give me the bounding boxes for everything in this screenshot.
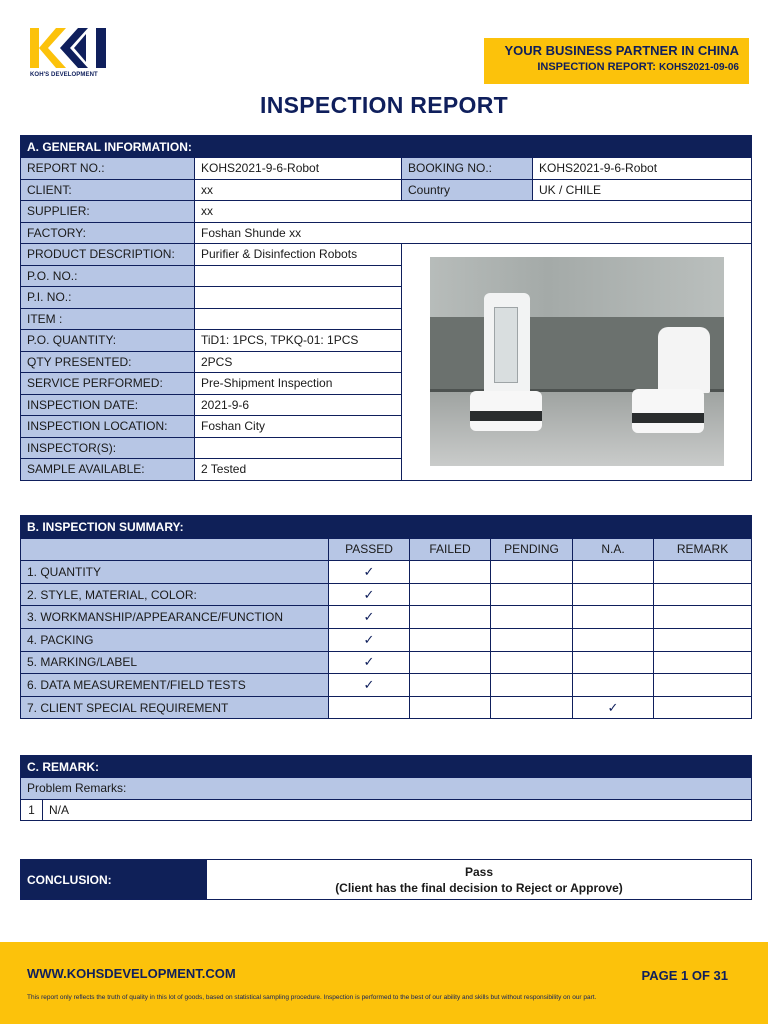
col-failed: FAILED: [410, 538, 491, 561]
sample-value: 2 Tested: [195, 459, 402, 481]
na-check: [573, 606, 654, 629]
po-no-label: P.O. NO.:: [21, 265, 195, 287]
summary-row-label: 1. QUANTITY: [21, 561, 329, 584]
report-no-value: KOHS2021-9-6-Robot: [195, 158, 402, 180]
conclusion-table: [20, 859, 752, 900]
remark-heading: C. REMARK:: [21, 756, 752, 778]
client-label: CLIENT:: [21, 179, 195, 201]
report-code-label: INSPECTION REPORT:: [537, 61, 656, 73]
summary-row-label: 6. DATA MEASUREMENT/FIELD TESTS: [21, 674, 329, 697]
failed-check: [410, 696, 491, 719]
supplier-label: SUPPLIER:: [21, 201, 195, 223]
summary-row: [21, 651, 752, 674]
pending-check: [491, 606, 573, 629]
pi-no-value: [195, 287, 402, 309]
passed-check: ✓: [329, 628, 410, 651]
na-check: [573, 674, 654, 697]
col-remark: REMARK: [654, 538, 752, 561]
summary-row: [21, 696, 752, 719]
failed-check: [410, 561, 491, 584]
pending-check: [491, 628, 573, 651]
po-no-value: [195, 265, 402, 287]
qty-presented-value: 2PCS: [195, 351, 402, 373]
inspection-summary-table: [20, 515, 752, 719]
pending-check: [491, 561, 573, 584]
remark-cell: [654, 606, 752, 629]
website-link[interactable]: WWW.KOHSDEVELOPMENT.COM: [27, 966, 236, 981]
passed-check: ✓: [329, 561, 410, 584]
country-label: Country: [402, 179, 533, 201]
remark-cell: [654, 651, 752, 674]
inspection-location-label: INSPECTION LOCATION:: [21, 416, 195, 438]
logo-mark: [30, 26, 110, 70]
passed-check: ✓: [329, 583, 410, 606]
pending-check: [491, 674, 573, 697]
inspector-value: [195, 437, 402, 459]
conclusion-label: CONCLUSION:: [21, 860, 207, 900]
remark-row: [21, 799, 752, 821]
summary-row-label: 5. MARKING/LABEL: [21, 651, 329, 674]
summary-row: [21, 561, 752, 584]
remark-text: N/A: [43, 799, 752, 821]
item-value: [195, 308, 402, 330]
general-info-table: [20, 135, 752, 481]
booking-no-label: BOOKING NO.:: [402, 158, 533, 180]
inspection-date-label: INSPECTION DATE:: [21, 394, 195, 416]
page-footer: [0, 942, 768, 1024]
na-check: [573, 561, 654, 584]
service-label: SERVICE PERFORMED:: [21, 373, 195, 395]
passed-check: [329, 696, 410, 719]
summary-row-label: 4. PACKING: [21, 628, 329, 651]
summary-header-blank: [21, 538, 329, 561]
summary-row: [21, 583, 752, 606]
product-label: PRODUCT DESCRIPTION:: [21, 244, 195, 266]
inspection-date-value: 2021-9-6: [195, 394, 402, 416]
product-value: Purifier & Disinfection Robots: [195, 244, 402, 266]
inspector-label: INSPECTOR(S):: [21, 437, 195, 459]
summary-row-label: 3. WORKMANSHIP/APPEARANCE/FUNCTION: [21, 606, 329, 629]
footer-disclaimer: This report only reflects the truth of quality in this lot of goods, based on statistical sampling procedure. Inspection is performed to the best of our ability and skills but without responsibility on our part.: [27, 994, 597, 1001]
remark-number: 1: [21, 799, 43, 821]
passed-check: ✓: [329, 674, 410, 697]
failed-check: [410, 628, 491, 651]
summary-row-label: 7. CLIENT SPECIAL REQUIREMENT: [21, 696, 329, 719]
client-value: xx: [195, 179, 402, 201]
conclusion-result: Pass: [464, 864, 494, 879]
factory-label: FACTORY:: [21, 222, 195, 244]
inspection-location-value: Foshan City: [195, 416, 402, 438]
page-title: INSPECTION REPORT: [260, 92, 508, 118]
logo-subtitle: KOH'S DEVELOPMENT: [30, 72, 98, 78]
product-photo-cell: [402, 244, 752, 481]
summary-heading: B. INSPECTION SUMMARY:: [21, 516, 752, 539]
summary-row: [21, 606, 752, 629]
partner-banner: [484, 38, 749, 84]
col-passed: PASSED: [329, 538, 410, 561]
service-value: Pre-Shipment Inspection: [195, 373, 402, 395]
conclusion-note: (Client has the final decision to Reject or Approve): [335, 880, 623, 895]
remark-cell: [654, 628, 752, 651]
po-qty-value: TiD1: 1PCS, TPKQ-01: 1PCS: [195, 330, 402, 352]
product-photo: [430, 257, 724, 466]
summary-row: [21, 628, 752, 651]
conclusion-value: [207, 860, 752, 900]
general-info-heading: A. GENERAL INFORMATION:: [21, 136, 752, 158]
item-label: ITEM :: [21, 308, 195, 330]
summary-row-label: 2. STYLE, MATERIAL, COLOR:: [21, 583, 329, 606]
problem-remarks-label: Problem Remarks:: [21, 778, 752, 800]
factory-value: Foshan Shunde xx: [195, 222, 752, 244]
remark-cell: [654, 583, 752, 606]
tagline: YOUR BUSINESS PARTNER IN CHINA: [504, 43, 739, 58]
pi-no-label: P.I. NO.:: [21, 287, 195, 309]
company-logo: [30, 26, 110, 82]
qty-presented-label: QTY PRESENTED:: [21, 351, 195, 373]
remark-cell: [654, 674, 752, 697]
col-pending: PENDING: [491, 538, 573, 561]
failed-check: [410, 583, 491, 606]
booking-no-value: KOHS2021-9-6-Robot: [533, 158, 752, 180]
report-code-line: [494, 59, 739, 76]
supplier-value: xx: [195, 201, 752, 223]
report-no-label: REPORT NO.:: [21, 158, 195, 180]
col-na: N.A.: [573, 538, 654, 561]
remark-cell: [654, 561, 752, 584]
pending-check: [491, 583, 573, 606]
na-check: ✓: [573, 696, 654, 719]
disinfection-robot-image: [484, 293, 530, 393]
failed-check: [410, 651, 491, 674]
na-check: [573, 583, 654, 606]
failed-check: [410, 674, 491, 697]
passed-check: ✓: [329, 651, 410, 674]
remark-table: [20, 755, 752, 821]
page-number: PAGE 1 OF 31: [641, 968, 728, 983]
na-check: [573, 651, 654, 674]
remark-cell: [654, 696, 752, 719]
pending-check: [491, 651, 573, 674]
report-code: KOHS2021-09-06: [658, 62, 739, 73]
purifier-robot-image: [658, 327, 710, 393]
pending-check: [491, 696, 573, 719]
failed-check: [410, 606, 491, 629]
po-qty-label: P.O. QUANTITY:: [21, 330, 195, 352]
country-value: UK / CHILE: [533, 179, 752, 201]
passed-check: ✓: [329, 606, 410, 629]
summary-row: [21, 674, 752, 697]
sample-label: SAMPLE AVAILABLE:: [21, 459, 195, 481]
na-check: [573, 628, 654, 651]
